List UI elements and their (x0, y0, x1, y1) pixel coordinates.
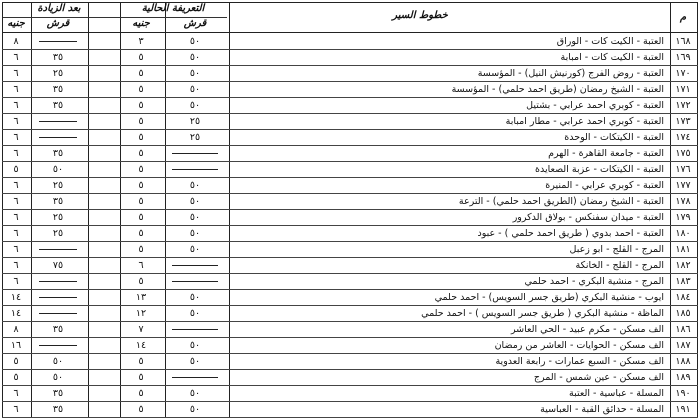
fare-cell: ٥ (13, 164, 19, 175)
fare-cell: ٢٥ (52, 68, 64, 79)
row-divider (2, 49, 698, 50)
fare-cell: ٦ (13, 68, 19, 79)
route-cell: العتبة - ميدان سفنكس - بولاق الدكرور (512, 212, 664, 223)
header-after-piaster: قرش (46, 18, 70, 29)
row-number: ١٨٣ (675, 276, 691, 287)
fare-cell: ٥ (138, 276, 144, 287)
fare-cell: ١٤ (10, 308, 22, 319)
empty-fare-dash (39, 281, 77, 282)
fare-cell: ٥٠ (189, 68, 201, 79)
route-cell: العتبة - الكيت كات - الوراق (556, 36, 664, 47)
fare-cell: ٥٠ (189, 356, 201, 367)
fare-cell: ٢٥ (189, 132, 201, 143)
header-num: م (679, 12, 687, 23)
row-number: ١٨٨ (675, 356, 691, 367)
fare-cell: ٥ (138, 404, 144, 415)
fare-cell: ٥ (13, 356, 19, 367)
row-divider (2, 385, 698, 386)
fare-cell: ٥ (138, 84, 144, 95)
fare-cell: ٦ (13, 148, 19, 159)
header-current-fare: التعريفة الحالية (141, 3, 205, 14)
fare-cell: ٥٠ (189, 404, 201, 415)
fare-cell: ٣٥ (52, 84, 64, 95)
fare-cell: ٥ (138, 52, 144, 63)
fare-cell: ٥ (13, 372, 19, 383)
route-cell: المرج - القلج - الخانكة (575, 260, 664, 271)
fare-cell: ٥ (138, 388, 144, 399)
fare-cell: ٥ (138, 148, 144, 159)
fare-cell: ٥٠ (189, 180, 201, 191)
empty-fare-dash (172, 169, 218, 170)
empty-fare-dash (172, 265, 218, 266)
empty-fare-dash (39, 137, 77, 138)
fare-cell: ٦ (13, 132, 19, 143)
route-cell: العتبة - الكيتكات - الوحدة (564, 132, 664, 143)
row-divider (2, 353, 698, 354)
row-number: ١٧٩ (675, 212, 691, 223)
fare-cell: ٦ (13, 404, 19, 415)
row-number: ١٨٧ (675, 340, 691, 351)
row-number: ١٨٥ (675, 308, 691, 319)
row-number: ١٧١ (675, 84, 691, 95)
fare-cell: ٥ (138, 180, 144, 191)
fare-cell: ٣٥ (52, 388, 64, 399)
route-cell: العتبة - جامعة القاهرة - الهرم (548, 148, 664, 159)
route-cell: العتبة - كوبري عرابي - المنيرة (545, 180, 664, 191)
empty-fare-dash (39, 121, 77, 122)
fare-cell: ٣٥ (52, 404, 64, 415)
row-divider (2, 177, 698, 178)
fare-cell: ٥ (138, 68, 144, 79)
fare-cell: ٥٠ (189, 196, 201, 207)
row-divider (2, 305, 698, 306)
fare-cell: ٥ (138, 100, 144, 111)
fare-cell: ٦ (13, 180, 19, 191)
row-divider (2, 369, 698, 370)
fare-cell: ٦ (13, 212, 19, 223)
row-divider (2, 337, 698, 338)
fare-cell: ٦ (13, 100, 19, 111)
row-number: ١٧٢ (675, 100, 691, 111)
row-number: ١٧٨ (675, 196, 691, 207)
row-divider (2, 65, 698, 66)
fare-cell: ٣٥ (52, 52, 64, 63)
fare-cell: ٣٥ (52, 100, 64, 111)
row-divider (2, 321, 698, 322)
fare-cell: ١٣ (135, 292, 147, 303)
row-divider (2, 81, 698, 82)
row-number: ١٩٠ (675, 388, 691, 399)
fare-cell: ٥٠ (189, 36, 201, 47)
row-number: ١٧٠ (675, 68, 691, 79)
fare-cell: ٢٥ (52, 228, 64, 239)
fare-cell: ٥٠ (189, 308, 201, 319)
row-number: ١٨٤ (675, 292, 691, 303)
row-divider (2, 401, 698, 402)
fare-cell: ٥ (138, 212, 144, 223)
row-divider (2, 113, 698, 114)
row-divider (2, 225, 698, 226)
fare-cell: ٦ (138, 260, 144, 271)
route-cell: العتبة - الكيت كات - امبابة (560, 52, 664, 63)
row-divider (2, 209, 698, 210)
row-number: ١٧٥ (675, 148, 691, 159)
route-cell: المرج - القلج - ابو زعبل (569, 244, 664, 255)
header-divider (2, 32, 698, 33)
route-cell: الف مسكن - عين شمس - المرج (533, 372, 664, 383)
fare-cell: ٥ (138, 244, 144, 255)
empty-fare-dash (39, 313, 77, 314)
fare-cell: ٢٥ (189, 116, 201, 127)
empty-fare-dash (39, 249, 77, 250)
row-number: ١٩١ (675, 404, 691, 415)
fare-cell: ٥٠ (189, 244, 201, 255)
route-cell: الف مسكن - مكرم عبيد - الحي العاشر (510, 324, 664, 335)
fare-cell: ٥٠ (189, 340, 201, 351)
fare-cell: ٥ (138, 132, 144, 143)
fare-cell: ٥٠ (189, 388, 201, 399)
fare-cell: ٣ (138, 36, 144, 47)
fare-cell: ٥ (138, 196, 144, 207)
fare-cell: ٧٥ (52, 260, 64, 271)
row-number: ١٨٠ (675, 228, 691, 239)
fare-cell: ٥٠ (189, 212, 201, 223)
fare-cell: ٥٠ (52, 356, 64, 367)
fare-cell: ٦ (13, 116, 19, 127)
row-divider (2, 273, 698, 274)
fare-cell: ٦ (13, 196, 19, 207)
row-divider (2, 161, 698, 162)
header-current-piaster: قرش (183, 18, 207, 29)
empty-fare-dash (172, 377, 218, 378)
route-cell: الف مسكن - الحوايات - العاشر من رمضان (494, 340, 664, 351)
header-route: خطوط السير (392, 10, 448, 21)
fare-cell: ١٤ (10, 292, 22, 303)
route-cell: العتبة - احمد بدوي ( طريق احمد حلمي ) - عبود (477, 228, 664, 239)
route-cell: الف مسكن - السبع عمارات - رابعة العدوية (495, 356, 664, 367)
fare-cell: ٥٠ (189, 228, 201, 239)
fare-cell: ٥ (138, 356, 144, 367)
fare-cell: ٦ (13, 276, 19, 287)
fare-cell: ١٦ (10, 340, 22, 351)
row-divider (2, 257, 698, 258)
fare-cell: ٥ (138, 372, 144, 383)
empty-fare-dash (172, 153, 218, 154)
fare-cell: ٥٠ (52, 372, 64, 383)
header-after-pound: جنيه (7, 18, 25, 29)
fare-cell: ٢٥ (52, 212, 64, 223)
fare-cell: ٣٥ (52, 324, 64, 335)
route-cell: العتبة - الشيخ رمضان (الطريق احمد حلمي) - الترعة (458, 196, 664, 207)
header-current-pound: جنيه (132, 18, 150, 29)
route-cell: ايوب - منشية البكري (طريق جسر السويس) - احمد حلمي (434, 292, 664, 303)
route-cell: الماظة - منشية البكري ( طريق جسر السويس ) - احمد حلمي (421, 308, 664, 319)
empty-fare-dash (39, 41, 77, 42)
fare-cell: ٢٥ (52, 180, 64, 191)
fare-cell: ١٤ (135, 340, 147, 351)
row-divider (2, 145, 698, 146)
row-number: ١٨٩ (675, 372, 691, 383)
header-after-increase: بعد الزيادة (37, 3, 81, 14)
fare-cell: ٥٠ (189, 52, 201, 63)
fare-cell: ١٢ (135, 308, 147, 319)
fare-cell: ٨ (13, 324, 19, 335)
row-divider (2, 241, 698, 242)
fare-cell: ٧ (138, 324, 144, 335)
empty-fare-dash (172, 329, 218, 330)
fare-cell: ٥٠ (189, 100, 201, 111)
empty-fare-dash (172, 281, 218, 282)
fare-cell: ٥٠ (52, 164, 64, 175)
row-number: ١٦٨ (675, 36, 691, 47)
fare-cell: ٦ (13, 228, 19, 239)
fare-cell: ٦ (13, 84, 19, 95)
fare-cell: ٦ (13, 52, 19, 63)
fare-cell: ٣٥ (52, 196, 64, 207)
fare-cell: ٥ (138, 164, 144, 175)
row-divider (2, 129, 698, 130)
fare-cell: ٦ (13, 388, 19, 399)
row-divider (2, 97, 698, 98)
fare-cell: ٨ (13, 36, 19, 47)
route-cell: العتبة - الشيخ رمضان (طريق احمد حلمي) - المؤسسة (451, 84, 664, 95)
fare-cell: ٥٠ (189, 292, 201, 303)
route-cell: العتبة - روض الفرج (كورنيش النيل) - المؤسسة (477, 68, 664, 79)
row-number: ١٨٦ (675, 324, 691, 335)
route-cell: العتبة - كوبري احمد عرابي - بشتيل (526, 100, 664, 111)
empty-fare-dash (39, 345, 77, 346)
fare-cell: ٦ (13, 244, 19, 255)
row-divider (2, 193, 698, 194)
row-number: ١٧٣ (675, 116, 691, 127)
row-number: ١٧٤ (675, 132, 691, 143)
row-divider (2, 289, 698, 290)
fare-cell: ٣٥ (52, 148, 64, 159)
row-number: ١٨١ (675, 244, 691, 255)
empty-fare-dash (39, 297, 77, 298)
fare-cell: ٥ (138, 116, 144, 127)
route-cell: المسلة - عباسية - العتبة (569, 388, 664, 399)
row-number: ١٨٢ (675, 260, 691, 271)
route-cell: العتبة - كوبري احمد عرابي - مطار امبابة (505, 116, 664, 127)
route-cell: المرج - منشية البكري - احمد حلمي (524, 276, 664, 287)
fare-cell: ٥ (138, 228, 144, 239)
fare-cell: ٦ (13, 260, 19, 271)
route-cell: المسلة - حدائق القبة - العباسية (540, 404, 664, 415)
route-cell: العتبة - الكيتكات - عزبة الصعايدة (534, 164, 664, 175)
fare-cell: ٥٠ (189, 84, 201, 95)
row-number: ١٧٧ (675, 180, 691, 191)
row-number: ١٧٦ (675, 164, 691, 175)
row-divider (2, 417, 698, 418)
row-number: ١٦٩ (675, 52, 691, 63)
